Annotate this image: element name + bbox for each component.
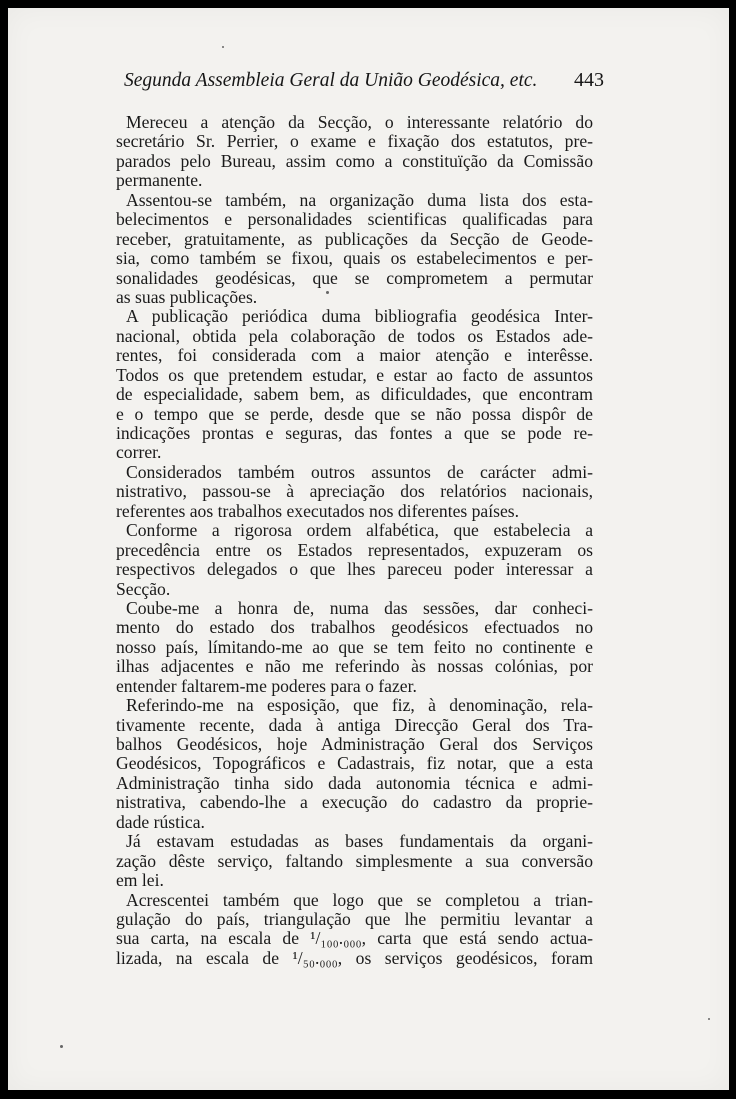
text-line: de especialidade, sabem bem, as dificuldades, que encontram (116, 384, 593, 405)
text-line: Administração tinha sido dada autonomia técnica e admi- (116, 772, 593, 793)
paper-speck (326, 291, 329, 294)
text-line: belecimentos e personalidades scientificas qualificadas para (116, 209, 593, 230)
text-line: Coube-me a honra de, numa das sessões, dar conheci- (126, 597, 593, 618)
page-number: 443 (574, 69, 604, 91)
text-line: Assentou-se também, na organização duma lista dos esta- (126, 189, 593, 210)
text-line: Mereceu a atenção da Secção, o interessante relatório do (126, 112, 593, 132)
text-line: nistrativo, passou-se à apreciação dos relatórios nacionais, (116, 481, 593, 502)
text-line: lizada, na escala de ¹/₅₀.₀₀₀, os serviços geodésicos, foram (116, 947, 593, 968)
text-line: correr. (116, 442, 162, 463)
text-line: rentes, foi considerada com a maior atenção e interêsse. (116, 345, 593, 366)
text-line: nistrativa, cabendo-lhe a execução do cadastro da proprie- (116, 792, 593, 813)
paper-speck (222, 46, 224, 48)
running-header (124, 66, 604, 96)
body-text (116, 113, 593, 968)
text-line: parados pelo Bureau, assim como a constituïção da Comissão (116, 150, 593, 171)
paper-speck (708, 1018, 710, 1020)
text-line: sia, como também se fixou, quais os estabelecimentos e per- (116, 248, 593, 269)
text-line: Todos os que pretendem estudar, e estar ao facto de assuntos (116, 364, 593, 385)
running-title: Segunda Assembleia Geral da União Geodésica, etc. (124, 70, 538, 91)
text-line: nacional, obtida pela colaboração de todos os Estados ade- (116, 325, 593, 346)
book-page (8, 8, 729, 1090)
text-line: e o tempo que se perde, desde que se não possa dispôr de (116, 403, 593, 424)
text-line: ilhas adjacentes e não me referindo às nossas colónias, por (116, 656, 593, 677)
text-line: indicações prontas e seguras, das fontes a que se pode re- (116, 423, 593, 443)
text-line: sonalidades geodésicas, que se comprometem a permutar (116, 267, 593, 288)
text-line: Considerados também outros assuntos de carácter admi- (126, 461, 593, 482)
text-line: tivamente recente, dada à antiga Direcção Geral dos Tra- (116, 714, 593, 735)
text-line: gulação do país, triangulação que lhe permitiu levantar a (116, 908, 593, 929)
text-line: respectivos delegados o que lhes pareceu poder interessar a (116, 559, 593, 580)
text-line: entender faltarem-me poderes para o fazer. (116, 675, 417, 696)
paper-speck (60, 1045, 63, 1048)
text-line: Já estavam estudadas as bases fundamentais da organi- (126, 831, 593, 852)
text-line: as suas publicações. (116, 286, 258, 307)
text-line: nosso país, límitando-me ao que se tem feito no continente e (116, 636, 593, 657)
text-line: mento do estado dos trabalhos geodésicos efectuados no (116, 617, 593, 638)
text-line: Referindo-me na esposição, que fiz, à denominação, rela- (126, 695, 593, 716)
text-line: em lei. (116, 870, 164, 891)
text-line: receber, gratuitamente, as publicações da Secção de Geode- (116, 228, 593, 249)
text-line: precedência entre os Estados representados, expuzeram os (116, 539, 593, 560)
text-line: balhos Geodésicos, hoje Administração Geral dos Serviços (116, 734, 593, 754)
text-line: A publicação periódica duma bibliografia geodésica Inter- (126, 306, 593, 327)
text-line: Geodésicos, Topográficos e Cadastrais, fiz notar, que a esta (116, 753, 593, 774)
text-line: Acrescentei também que logo que se completou a trian- (126, 889, 593, 910)
text-line: Secção. (116, 578, 171, 599)
text-line: zação dêste serviço, faltando simplesmente a sua conversão (116, 850, 593, 871)
text-line: referentes aos trabalhos executados nos diferentes países. (116, 500, 520, 521)
text-line: permanente. (116, 170, 203, 191)
text-line: sua carta, na escala de ¹/₁₀₀.₀₀₀, carta que está sendo actua- (116, 928, 593, 949)
text-line: Conforme a rigorosa ordem alfabética, que estabelecia a (126, 520, 593, 541)
text-line: dade rústica. (116, 811, 205, 832)
text-line: secretário Sr. Perrier, o exame e fixação dos estatutos, pre- (116, 131, 593, 152)
